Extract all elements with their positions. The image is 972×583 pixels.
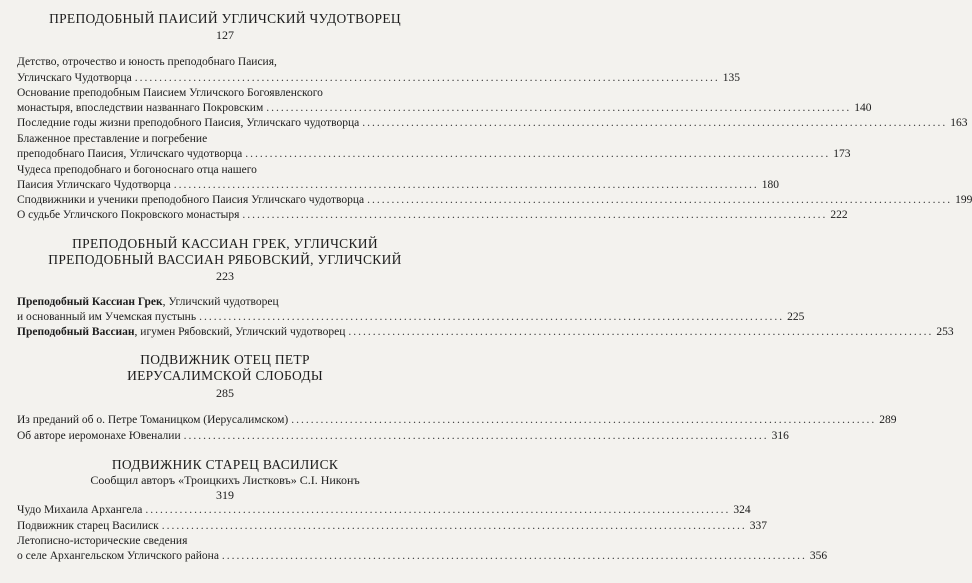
toc-entry[interactable]: и основанный им Учемская пустынь ........................................................................................................................ 225 [17, 311, 805, 323]
toc-entry[interactable]: Паисия Угличскаго Чудотворца ........................................................................................................................ 180 [17, 179, 779, 191]
toc-entry[interactable]: Подвижник старец Василиск ........................................................................................................................ 337 [17, 520, 768, 532]
toc-entry-line [17, 295, 433, 309]
toc-entry-bold: Преподобный Кассиан Грек [17, 296, 163, 308]
section-title-petr-2: ИЕРУСАЛИМСКОЙ СЛОБОДЫ [127, 368, 323, 383]
section-title-petr: ПОДВИЖНИК ОТЕЦ ПЕТР [140, 352, 310, 367]
toc-entry-line: Основание преподобным Паисием Угличского Богоявленского [17, 87, 323, 99]
toc-entry-text: и основанный им Учемская пустынь [17, 311, 197, 323]
toc-entry-line: Детство, отрочество и юность преподобнаго Паисия, [17, 56, 277, 68]
toc-entry-line: Летописно-исторические сведения [17, 535, 188, 547]
section-page-paisiy: 127 [216, 28, 234, 42]
toc-entry-text: преподобнаго Паисия, Угличскаго чудотворца [17, 148, 243, 160]
section-title-paisiy: ПРЕПОДОБНЫЙ ПАИСИЙ УГЛИЧСКИЙ ЧУДОТВОРЕЦ [49, 11, 401, 26]
toc-entry-page: 199 [955, 194, 972, 206]
toc-entry-line: Чудеса преподобнаго и богоноснаго отца нашего [17, 164, 257, 176]
section-title-vasilisk: ПОДВИЖНИК СТАРЕЦ ВАСИЛИСК [111, 457, 339, 472]
section-subtitle-vasilisk: Сообщил авторъ «Троицкихъ Листковъ» С.І. Никонъ [90, 473, 360, 487]
toc-entry-text: монастыря, впоследствии названнаго Покровским [17, 102, 264, 114]
toc-entry-bold: Преподобный Вассиан [17, 326, 135, 338]
toc-entry-page: 289 [879, 414, 897, 426]
toc-entry-text: Подвижник старец Василиск [17, 520, 159, 532]
toc-entry-text: о селе Архангельском Угличского района [17, 550, 219, 562]
toc-entry-page: 173 [833, 148, 851, 160]
section-page-kassian: 223 [216, 269, 234, 283]
section-page-vasilisk: 319 [216, 488, 234, 502]
toc-entry-text: Последние годы жизни преподобного Паисия, Угличскаго чудотворца [17, 117, 360, 129]
toc-entry[interactable]: Об авторе иеромонахе Ювеналии ........................................................................................................................ 316 [17, 430, 789, 442]
toc-entry[interactable]: монастыря, впоследствии названнаго Покровским ........................................................................................................................ 140 [17, 102, 872, 114]
toc-entry-page: 222 [830, 209, 848, 221]
toc-entry-page: 135 [722, 72, 740, 84]
toc-entry-text: Об авторе иеромонахе Ювеналии [17, 430, 181, 442]
toc-entry[interactable]: Последние годы жизни преподобного Паисия, Угличскаго чудотворца ........................................................................................................................ 163 [17, 117, 968, 129]
toc-entry-line: Блаженное преставление и погребение [17, 133, 208, 145]
toc-entry[interactable]: Угличскаго Чудотворца ........................................................................................................................ 135 [17, 72, 740, 84]
section-title-kassian: ПРЕПОДОБНЫЙ КАССИАН ГРЕК, УГЛИЧСКИЙ [72, 236, 378, 251]
toc-entry[interactable]: преподобнаго Паисия, Угличскаго чудотворца ........................................................................................................................ 173 [17, 148, 851, 160]
toc-entry-text: Паисия Угличскаго Чудотворца [17, 179, 171, 191]
toc-entry-page: 140 [854, 102, 872, 114]
toc-entry-page: 225 [787, 311, 805, 323]
toc-entry-page: 253 [936, 326, 954, 338]
toc-entry-page: 337 [749, 520, 768, 532]
toc-entry-page: 316 [771, 430, 789, 442]
toc-entry-text: Сподвижники и ученики преподобного Паисия Угличскаго чудотворца [17, 194, 365, 206]
toc-entry-page: 180 [761, 179, 779, 191]
toc-entry-text: Чудо Михаила Архангела [17, 504, 143, 516]
toc-entry-text [17, 325, 345, 339]
toc-entry[interactable]: Чудо Михаила Архангела ........................................................................................................................ 324 [17, 504, 751, 516]
toc-entry-page: 163 [950, 117, 968, 129]
toc-entry[interactable]: Из преданий об о. Петре Томаницком (Иерусалимском) ........................................................................................................................ 289 [17, 414, 897, 426]
toc-entry-text: Угличскаго Чудотворца [17, 72, 132, 84]
toc-entry-page: 324 [733, 504, 751, 516]
toc-entry[interactable]: Преподобный Вассиан, игумен Рябовский, Угличский чудотворец ........................................................................................................................ 253 [17, 326, 954, 338]
section-title-vassian: ПРЕПОДОБНЫЙ ВАССИАН РЯБОВСКИЙ, УГЛИЧСКИЙ [48, 252, 402, 267]
toc-entry[interactable]: О судьбе Угличского Покровского монастыря ........................................................................................................................ 222 [17, 209, 848, 221]
toc-entry-page: 356 [809, 550, 828, 562]
toc-entry-text: Из преданий об о. Петре Томаницком (Иерусалимском) [17, 414, 289, 426]
toc-entry-text: О судьбе Угличского Покровского монастыря [17, 209, 240, 221]
toc-entry-text: , Угличский чудотворец [162, 296, 279, 308]
toc-entry[interactable]: о селе Архангельском Угличского района ........................................................................................................................ 356 [17, 550, 828, 562]
toc-entry-text-rest: , игумен Рябовский, Угличский чудотворец [134, 326, 346, 338]
toc-entry[interactable]: Сподвижники и ученики преподобного Паисия Угличскаго чудотворца ........................................................................................................................ 199 [17, 194, 972, 206]
section-page-petr: 285 [216, 386, 234, 400]
